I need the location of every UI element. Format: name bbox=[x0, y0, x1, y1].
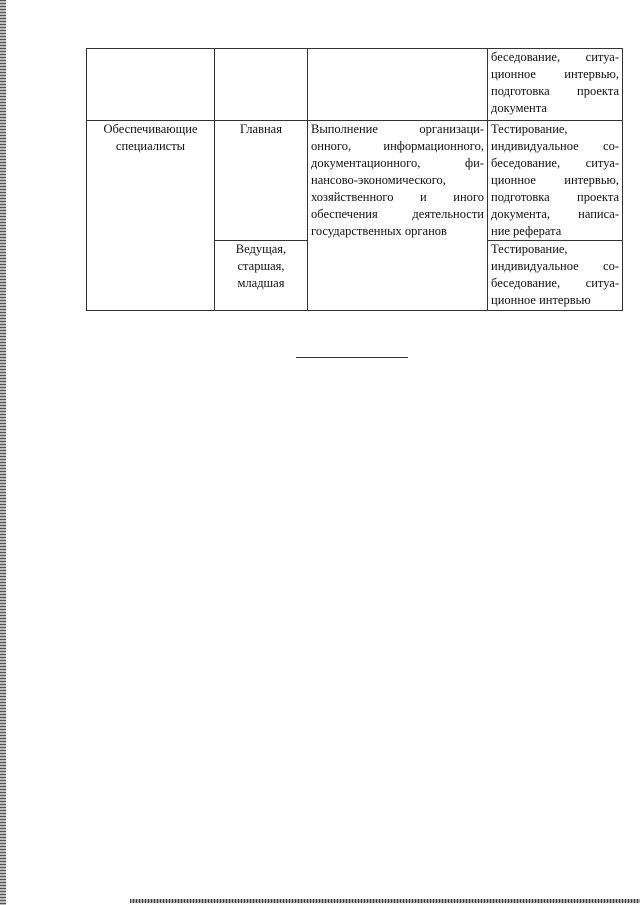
group-line: Ведущая, bbox=[235, 242, 287, 256]
cell-category bbox=[87, 121, 215, 311]
text-line: индивидуальное со- bbox=[491, 259, 619, 273]
text-line: подготовка проекта bbox=[491, 84, 619, 98]
text-line: онного, информационного, bbox=[311, 139, 484, 153]
table-row-continuation bbox=[87, 49, 623, 121]
text-line: обеспечения деятельности bbox=[311, 207, 484, 221]
group-line: старшая, bbox=[237, 259, 285, 273]
text-line: хозяйственного и иного bbox=[311, 190, 484, 204]
scan-bottom-edge bbox=[130, 899, 640, 903]
cell-testing-sub bbox=[488, 241, 623, 311]
text-line: документа, написа- bbox=[491, 207, 619, 221]
text-line: документа bbox=[491, 101, 547, 115]
category-line: специалисты bbox=[115, 139, 186, 153]
cell-function bbox=[308, 121, 488, 311]
cell-function-empty bbox=[308, 49, 488, 121]
text-line: Выполнение организаци- bbox=[311, 122, 484, 136]
text-line: Тестирование, bbox=[491, 242, 568, 256]
category-line: Обеспечивающие bbox=[103, 122, 198, 136]
end-of-document-rule bbox=[296, 357, 408, 358]
cell-category-empty bbox=[87, 49, 215, 121]
cell-testing-main bbox=[488, 121, 623, 241]
qualification-table bbox=[86, 48, 623, 311]
text-line: беседование, ситуа- bbox=[491, 50, 619, 64]
text-line: государственных органов bbox=[311, 224, 447, 238]
text-line: ние реферата bbox=[491, 224, 562, 238]
text-line: ционное интервью, bbox=[491, 173, 619, 187]
text-line: подготовка проекта bbox=[491, 190, 619, 204]
text-line: беседование, ситуа- bbox=[491, 156, 619, 170]
text-line: документационного, фи- bbox=[311, 156, 484, 170]
text-line: ционное интервью bbox=[491, 293, 591, 307]
text-line: беседование, ситуа- bbox=[491, 276, 619, 290]
table-row-support-specialists bbox=[87, 121, 623, 241]
group-line: младшая bbox=[237, 276, 285, 290]
group-label-main: Главная bbox=[240, 122, 282, 136]
text-line: Тестирование, bbox=[491, 122, 568, 136]
text-line: индивидуальное со- bbox=[491, 139, 619, 153]
cell-group-empty bbox=[215, 49, 308, 121]
cell-testing-continuation bbox=[488, 49, 623, 121]
text-line: ционное интервью, bbox=[491, 67, 619, 81]
cell-group-main bbox=[215, 121, 308, 241]
cell-group-sub bbox=[215, 241, 308, 311]
text-line: нансово-экономического, bbox=[311, 173, 446, 187]
scan-left-edge bbox=[0, 0, 6, 905]
